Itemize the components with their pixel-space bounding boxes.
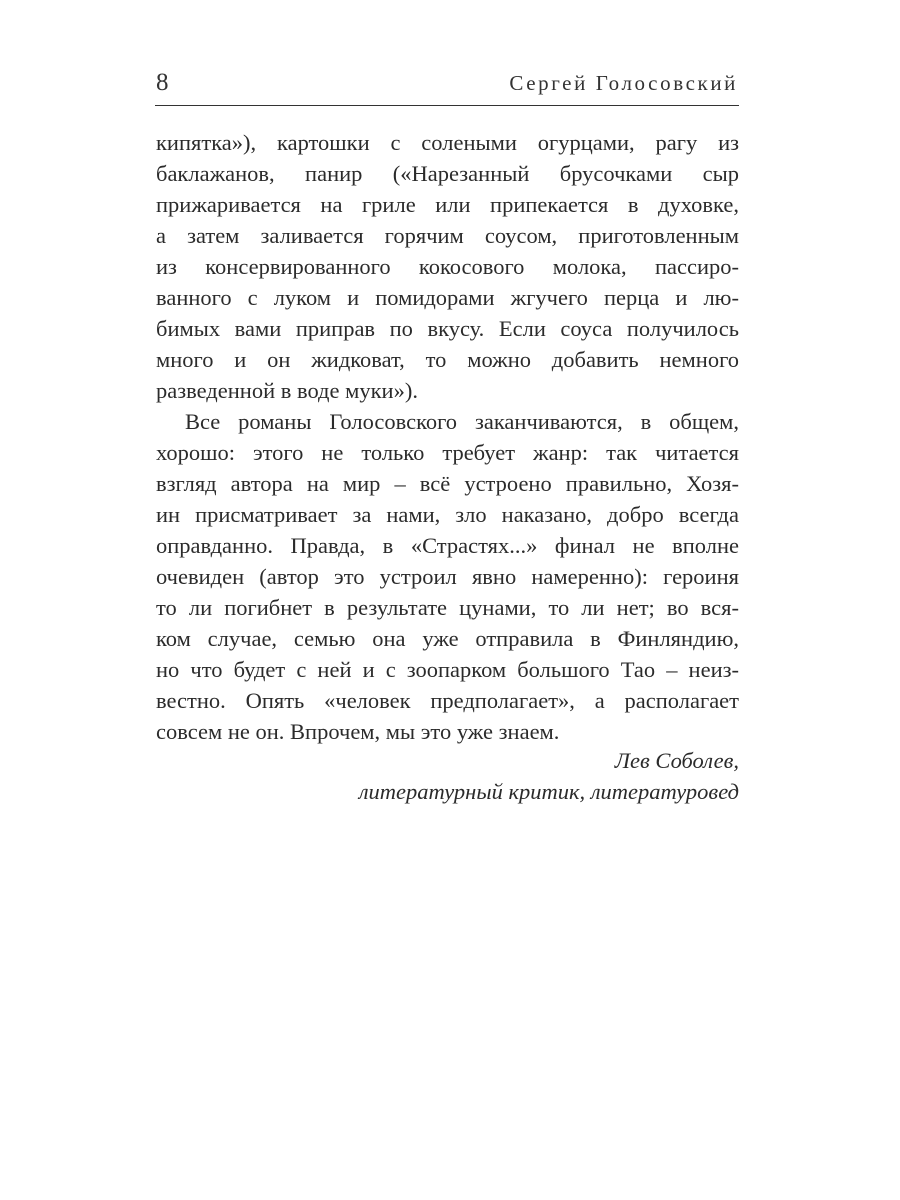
text-line: совсем не он. Впрочем, мы это уже знаем. [156, 719, 560, 744]
paragraph-2 [156, 406, 739, 747]
text-line: но что будет с ней и с зоопарком большого Тао – неиз- [156, 657, 739, 682]
text-line: из консервированного кокосового молока, пассиро- [156, 254, 739, 279]
text-line: ком случае, семью она уже отправила в Финляндию, [156, 626, 739, 651]
text-line: вестно. Опять «человек предполагает», а располагает [156, 688, 739, 713]
text-line: а затем заливается горячим соусом, приготовленным [156, 223, 739, 248]
paragraph-1 [156, 127, 739, 406]
body-text [156, 127, 739, 747]
text-line: разведенной в воде муки»). [156, 378, 418, 403]
signature [156, 745, 739, 807]
running-title: Сергей Голосовский [509, 71, 738, 95]
text-line: кипятка»), картошки с солеными огурцами, рагу из [156, 130, 739, 155]
text-line: Все романы Голосовского заканчиваются, в общем, [185, 409, 739, 434]
text-line: баклажанов, панир («Нарезанный брусочками сыр [156, 161, 739, 186]
signature-name: Лев Соболев, [614, 748, 739, 773]
text-line: хорошо: этого не только требует жанр: так читается [156, 440, 739, 465]
text-line: прижаривается на гриле или припекается в духовке, [156, 192, 739, 217]
text-line: взгляд автора на мир – всё устроено правильно, Хозя- [156, 471, 739, 496]
running-head [156, 66, 738, 100]
text-line: то ли погибнет в результате цунами, то ли нет; во вся- [156, 595, 739, 620]
text-line: ин присматривает за нами, зло наказано, добро всегда [156, 502, 739, 527]
text-line: бимых вами приправ по вкусу. Если соуса получилось [156, 316, 739, 341]
header-rule [155, 105, 739, 106]
text-line: много и он жидковат, то можно добавить немного [156, 347, 739, 372]
signature-role: литературный критик, литературовед [358, 779, 739, 804]
text-line: очевиден (автор это устроил явно намеренно): героиня [156, 564, 739, 589]
page-number: 8 [156, 69, 169, 96]
text-line: ванного с луком и помидорами жгучего перца и лю- [156, 285, 739, 310]
text-line: оправданно. Правда, в «Страстях...» финал не вполне [156, 533, 739, 558]
